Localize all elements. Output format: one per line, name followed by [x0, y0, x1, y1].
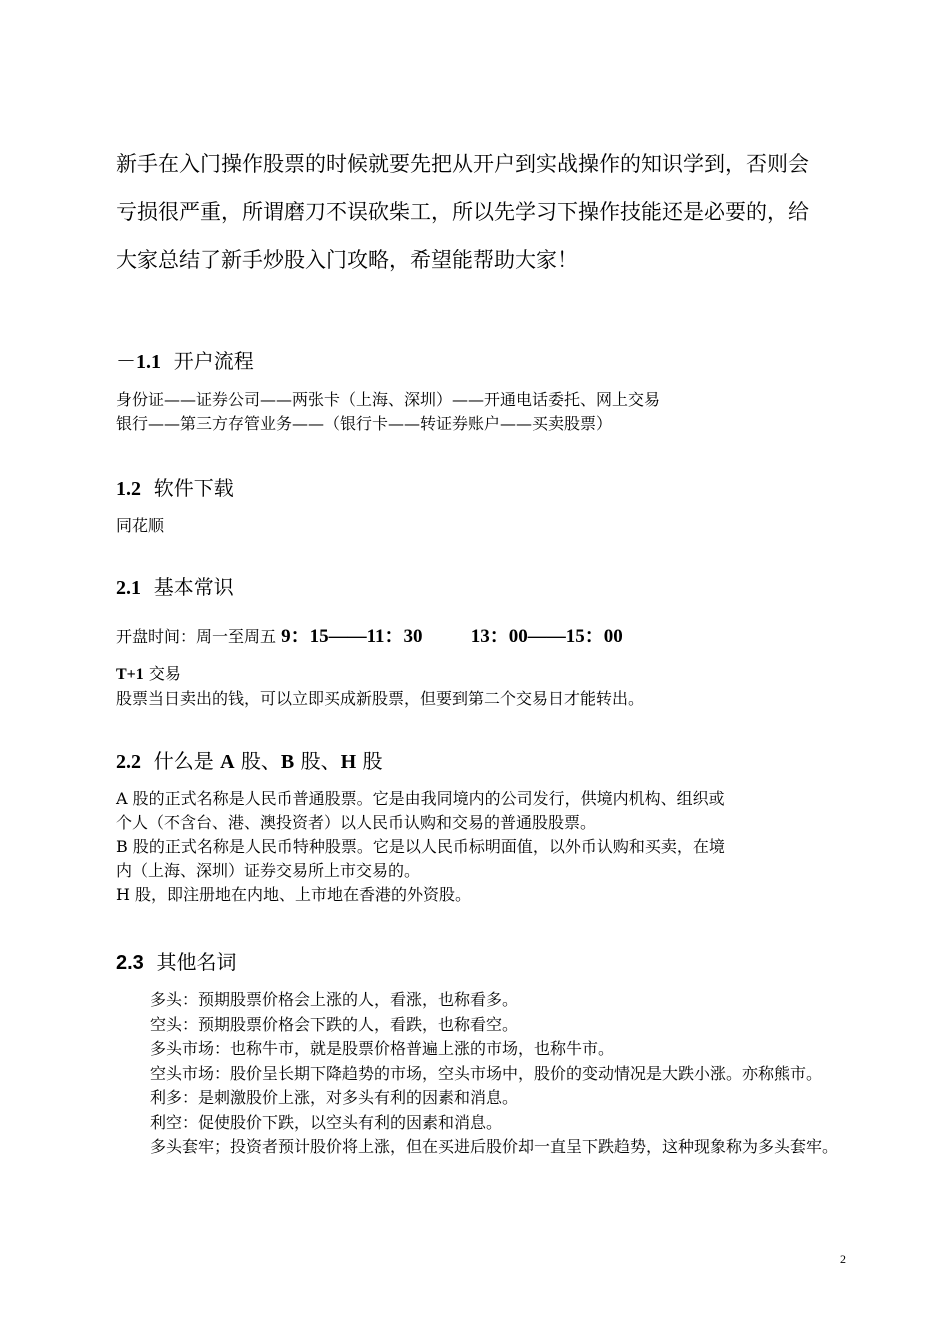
- heading-letter-a: A: [220, 751, 235, 773]
- heading-number: 2.3: [116, 952, 144, 974]
- heading-prefix: －: [116, 349, 136, 373]
- term-item: 利空：促使股价下跌，以空头有利的因素和消息。: [150, 1112, 503, 1132]
- heading-number: 2.1: [116, 577, 141, 599]
- section-2-3-heading: [116, 946, 237, 975]
- intro-line: 亏损很严重，所谓磨刀不误砍柴工，所以先学习下操作技能还是必要的，给: [116, 200, 809, 224]
- term-item: 空头：预期股票价格会下跌的人，看跌，也称看空。: [150, 1014, 519, 1034]
- body-line: 个人（不含台、港、澳投资者）以人民币认购和交易的普通股股票。: [116, 813, 597, 832]
- t1-label-rest: 交易: [148, 664, 181, 683]
- heading-title: 基本常识: [153, 575, 234, 599]
- intro-paragraph: [116, 140, 809, 284]
- heading-number: 1.2: [116, 478, 141, 500]
- section-1-2-heading: [116, 472, 234, 501]
- term-item: 多头套牢；投资者预计股价将上涨，但在买进后股价却一直呈下跌趋势，这种现象称为多头套牢。: [150, 1137, 839, 1156]
- heading-letter-b: B: [280, 751, 295, 773]
- body-line: 银行——第三方存管业务——（银行卡——转证券账户——买卖股票）: [116, 414, 613, 433]
- body-line: A 股的正式名称是人民币普通股票。它是由我同境内的公司发行，供境内机构、组织或: [116, 789, 725, 808]
- heading-title-part: 股、: [240, 749, 281, 773]
- heading-title-part: 什么是: [153, 749, 214, 773]
- section-2-2-body: [116, 787, 725, 907]
- heading-title-part: 股: [362, 749, 383, 773]
- section-2-2-heading: [116, 745, 383, 774]
- term-item: 多头市场：也称牛市，就是股票价格普遍上涨的市场，也称牛市。: [150, 1039, 615, 1058]
- t1-block: [116, 662, 644, 711]
- open-label: 开盘时间：周一至周五: [116, 627, 277, 646]
- heading-title: 开户流程: [173, 349, 254, 373]
- terms-list: [116, 988, 856, 1160]
- intro-line: 新手在入门操作股票的时候就要先把从开户到实战操作的知识学到，否则会: [116, 152, 809, 176]
- morning-session: 9：15——11：30: [281, 626, 423, 647]
- page-number: 2: [840, 1252, 846, 1266]
- heading-title: 其他名词: [156, 950, 237, 974]
- body-line: B 股的正式名称是人民币特种股票。它是以人民币标明面值，以外币认购和买卖，在境: [116, 837, 725, 856]
- heading-number: 2.2: [116, 751, 141, 773]
- section-1-2-body: 同花顺: [116, 516, 165, 535]
- t1-label: T+1: [116, 666, 144, 683]
- term-item: 多头：预期股票价格会上涨的人，看涨，也称看多。: [150, 990, 519, 1009]
- heading-number: 1.1: [136, 351, 161, 373]
- intro-line: 大家总结了新手炒股入门攻略，希望能帮助大家！: [116, 248, 578, 272]
- trading-hours: [116, 621, 623, 648]
- t1-description: 股票当日卖出的钱，可以立即买成新股票，但要到第二个交易日才能转出。: [116, 689, 645, 708]
- term-item: 空头市场：股价呈长期下降趋势的市场，空头市场中，股价的变动情况是大跌小涨。亦称熊市。: [150, 1063, 823, 1083]
- heading-title-part: 股、: [300, 749, 341, 773]
- section-2-1-heading: [116, 571, 234, 600]
- body-line: 身份证——证券公司——两张卡（上海、深圳）——开通电话委托、网上交易: [116, 390, 661, 409]
- body-line: H 股，即注册地在内地、上市地在香港的外资股。: [116, 885, 472, 904]
- heading-title: 软件下载: [153, 476, 234, 500]
- heading-letter-h: H: [340, 751, 357, 773]
- afternoon-session: 13：00——15：00: [470, 626, 623, 647]
- body-line: 内（上海、深圳）证券交易所上市交易的。: [116, 861, 421, 880]
- section-1-1-heading: [116, 345, 254, 374]
- term-item: 利多：是刺激股价上涨，对多头有利的因素和消息。: [150, 1088, 519, 1107]
- section-1-1-body: [116, 388, 660, 436]
